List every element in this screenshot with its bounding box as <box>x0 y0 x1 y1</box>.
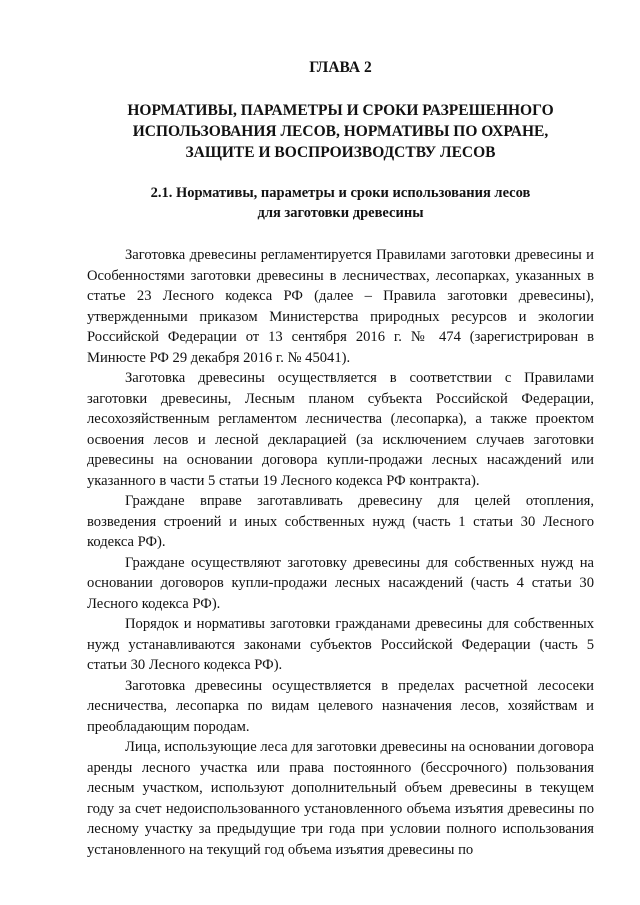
chapter-title-line: ИСПОЛЬЗОВАНИЯ ЛЕСОВ, НОРМАТИВЫ ПО ОХРАНЕ, <box>132 123 549 140</box>
paragraph: Граждане вправе заготавливать древесину для целей отопления, возведения строений и иных собственных нужд (часть 1 статьи 30 Лесного кодекса РФ). <box>87 493 594 550</box>
paragraph: Лица, использующие леса для заготовки древесины на основании договора аренды лесного участка или права постоянного (бессрочного) пользования лесным участком, используют дополнительный объем древесины в текущем году за счет недоиспользованного установленного объема изъятия древесины по лесному участку за предыдущие три года при условии полного использования установленного на текущий год объема изъятия древесины по <box>87 739 594 858</box>
chapter-title-line: ЗАЩИТЕ И ВОСПРОИЗВОДСТВУ ЛЕСОВ <box>185 144 496 161</box>
section-title-line: для заготовки древесины <box>257 205 424 221</box>
section-title <box>87 183 594 223</box>
paragraph: Граждане осуществляют заготовку древесины для собственных нужд на основании договоров купли-продажи лесных насаждений (часть 4 статьи 30 Лесного кодекса РФ). <box>87 554 594 612</box>
chapter-title <box>87 100 594 163</box>
section-title-line: 2.1. Нормативы, параметры и сроки использования лесов <box>150 185 531 201</box>
paragraph: Заготовка древесины осуществляется в пределах расчетной лесосеки лесничества, лесопарка по видам целевого назначения лесов, хозяйствам и преобладающим породам. <box>87 677 594 735</box>
paragraph: Заготовка древесины регламентируется Правилами заготовки древесины и Особенностями заготовки древесины в лесничествах, лесопарках, указанных в статье 23 Лесного кодекса РФ (далее – Правила заготовки древесины), утвержденными приказом Министерства природных ресурсов и экологии Российской Федерации от 13 сентября 2016 г. № 474 (зарегистрирован в Минюсте РФ 29 декабря 2016 г. № 45041). <box>87 247 594 366</box>
paragraph: Заготовка древесины осуществляется в соответствии с Правилами заготовки древесины, Лесным планом субъекта Российской Федерации, лесохозяйственным регламентом лесничества (лесопарка), а также проектом освоения лесов и лесной декларацией (за исключением случаев заготовки древесины на основании договора купли-продажи лесных насаждений или указанного в части 5 статьи 19 Лесного кодекса РФ контракта). <box>87 370 594 489</box>
chapter-label: ГЛАВА 2 <box>309 59 372 76</box>
paragraph: Порядок и нормативы заготовки гражданами древесины для собственных нужд устанавливаются законами субъектов Российской Федерации (часть 5 статьи 30 Лесного кодекса РФ). <box>87 616 594 673</box>
chapter-title-line: НОРМАТИВЫ, ПАРАМЕТРЫ И СРОКИ РАЗРЕШЕННОГО <box>127 102 554 119</box>
body-text <box>87 245 594 860</box>
